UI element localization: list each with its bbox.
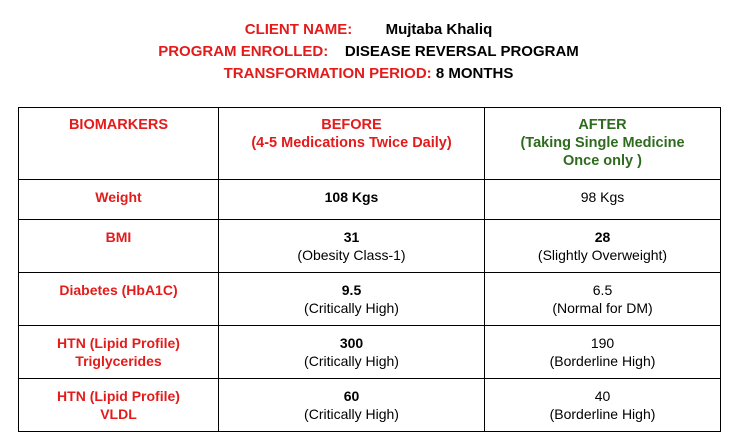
after-cell: 190 (Borderline High) [485,326,721,379]
before-cell: 108 Kgs [219,180,485,220]
table-row [19,326,721,379]
before-cell: 60 (Critically High) [219,379,485,432]
biomarker-cell: BMI [19,220,219,273]
client-name-line [0,21,737,38]
after-header [485,108,721,180]
period-label: TRANSFORMATION PERIOD: [223,65,432,82]
before-cell: 9.5 (Critically High) [219,273,485,326]
after-subtitle-1: (Taking Single Medicine [520,135,685,151]
period-value: 8 MONTHS [435,65,514,82]
biomarkers-header: BIOMARKERS [19,108,219,180]
after-cell: 6.5 (Normal for DM) [485,273,721,326]
after-cell: 28 (Slightly Overweight) [485,220,721,273]
table-row [19,180,721,220]
period-line [0,65,737,82]
client-name-label: CLIENT NAME: [244,21,353,38]
before-cell: 31 (Obesity Class-1) [219,220,485,273]
program-line [0,43,737,60]
biomarkers-table [18,107,721,432]
biomarker-cell: HTN (Lipid Profile) Triglycerides [19,326,219,379]
biomarker-cell: Weight [19,180,219,220]
biomarker-cell: Diabetes (HbA1C) [19,273,219,326]
after-cell: 40 (Borderline High) [485,379,721,432]
after-title: AFTER [578,117,627,133]
client-name-value: Mujtaba Khaliq [385,21,493,38]
program-label: PROGRAM ENROLLED: [158,43,329,60]
table-header-row [19,108,721,180]
before-cell: 300 (Critically High) [219,326,485,379]
table-row [19,379,721,432]
after-subtitle-2: Once only ) [563,153,642,169]
table-row [19,220,721,273]
before-title: BEFORE [321,117,382,133]
program-value: DISEASE REVERSAL PROGRAM [344,43,579,60]
table-row [19,273,721,326]
after-cell: 98 Kgs [485,180,721,220]
before-header [219,108,485,180]
before-subtitle: (4-5 Medications Twice Daily) [251,135,452,151]
biomarker-cell: HTN (Lipid Profile) VLDL [19,379,219,432]
